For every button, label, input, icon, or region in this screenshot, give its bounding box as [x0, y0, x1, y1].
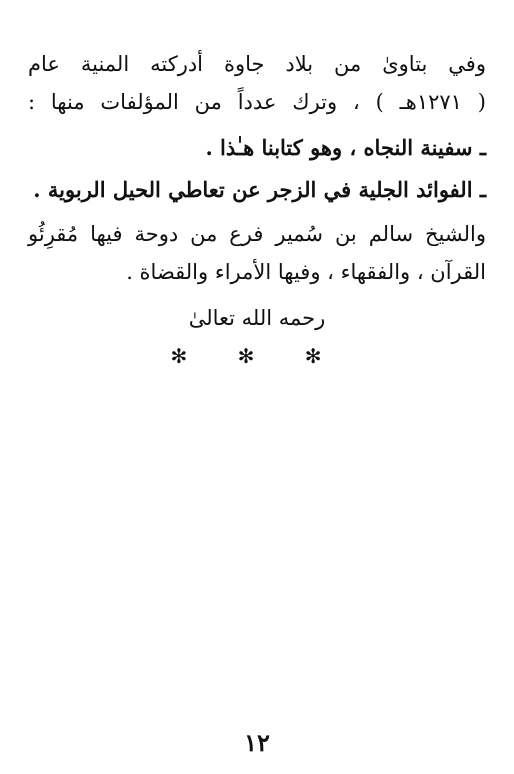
closing-prayer: رحمه الله تعالىٰ [188, 306, 326, 330]
text-line-6: القرآن ، والفقهاء ، وفيها الأمراء والقضاة . [126, 260, 486, 284]
text-line-1: وفي بتاوىٰ من بلاد جاوة أدركته المنية عام [28, 52, 486, 76]
section-separator-stars: ✻ ✻ ✻ [170, 344, 344, 368]
text-line-2: ( ١٢٧١هـ ) ، وترك عدداً من المؤلفات منها : [28, 90, 486, 114]
page-number: ١٢ [244, 728, 270, 757]
text-line-4-list-item: ـ الفوائد الجلية في الزجر عن تعاطي الحيل الربوية . [33, 177, 486, 202]
text-line-5: والشيخ سالم بن سُمير فرع من دوحة فيها مُقرِئُو [28, 222, 486, 246]
text-line-3-list-item: ـ سفينة النجاه ، وهو كتابنا هـٰذا . [205, 135, 486, 160]
